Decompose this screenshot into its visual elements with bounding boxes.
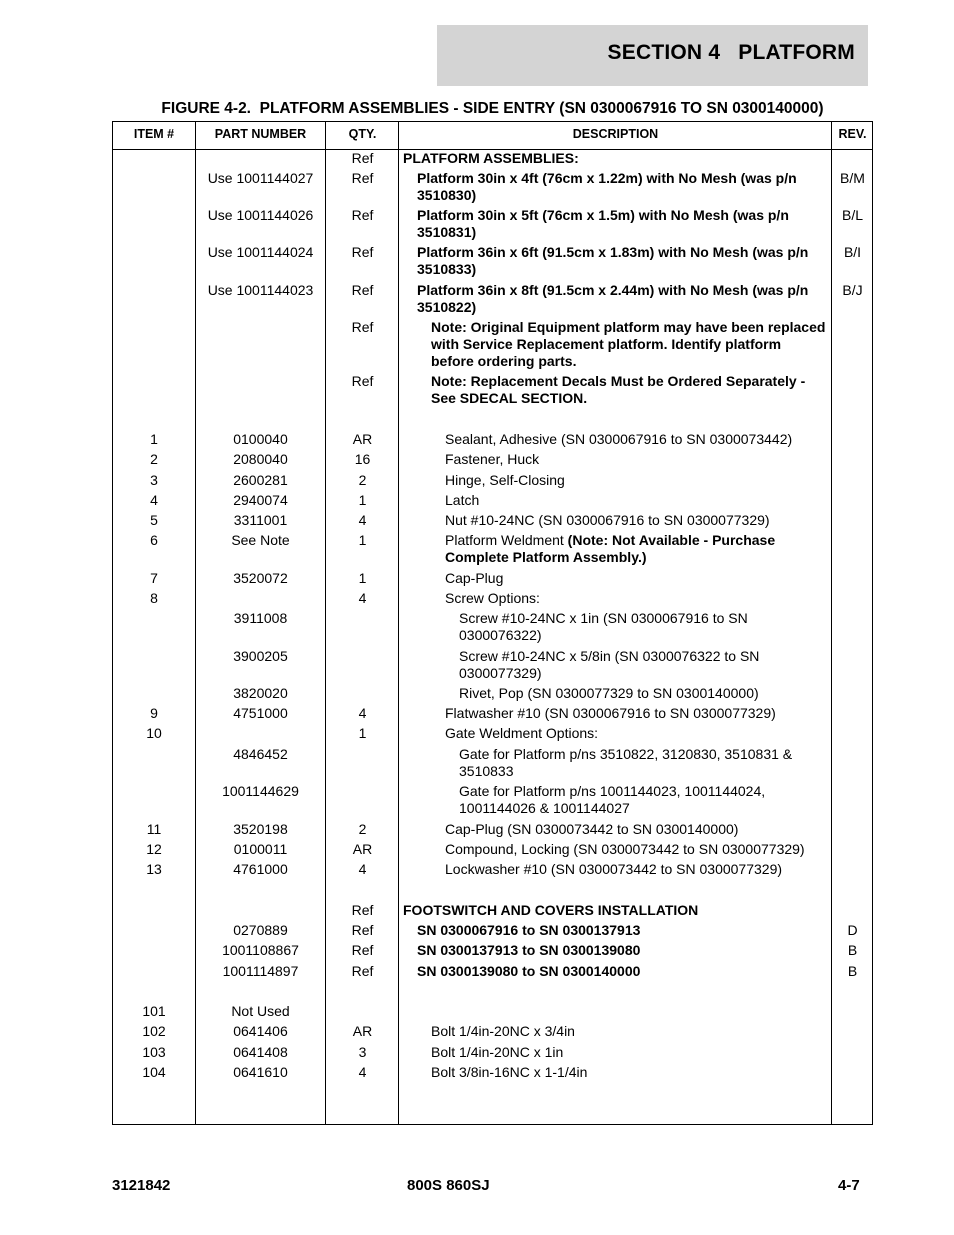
- item-number-cell: 8: [150, 590, 158, 606]
- part-number-cell: 0270889: [233, 922, 288, 938]
- description-cell: [445, 492, 826, 509]
- part-number-cell: 2940074: [233, 492, 288, 508]
- part-number-cell: 0641406: [233, 1023, 288, 1039]
- rev-cell: B/I: [843, 244, 862, 260]
- description-cell: [431, 1064, 826, 1081]
- qty-cell: 4: [358, 512, 367, 528]
- part-number-cell: 3520072: [233, 570, 288, 586]
- description-text: Cap-Plug (SN 0300073442 to SN 0300140000): [445, 821, 739, 837]
- item-number-cell: 1: [150, 431, 158, 447]
- part-number-cell: 0100040: [233, 431, 288, 447]
- description-cell: [431, 1044, 826, 1061]
- part-number-cell: 3911008: [233, 610, 288, 626]
- section-banner: [437, 25, 868, 86]
- description-cell: [445, 841, 826, 858]
- part-number-cell: 2080040: [233, 451, 288, 467]
- part-number-cell: 1001114897: [222, 963, 299, 979]
- description-cell: [445, 431, 826, 448]
- footer-model: 800S 860SJ: [407, 1177, 490, 1194]
- item-number-cell: 101: [142, 1003, 166, 1019]
- description-cell: [445, 725, 826, 742]
- description-cell: [417, 282, 826, 316]
- qty-cell: Ref: [351, 244, 374, 260]
- rev-cell: B: [847, 942, 858, 958]
- description-cell: [431, 373, 826, 407]
- item-number-cell: 13: [146, 861, 162, 877]
- description-text: Screw #10-24NC x 5/8in (SN 0300076322 to SN 0300077329): [459, 648, 760, 681]
- description-text: Platform 36in x 8ft (91.5cm x 2.44m) with No Mesh (was p/n 3510822): [417, 282, 809, 315]
- item-number-cell: 11: [146, 821, 162, 837]
- description-text: Lockwasher #10 (SN 0300073442 to SN 0300077329): [445, 861, 783, 877]
- parts-table: [112, 121, 873, 1125]
- description-text: Cap-Plug: [445, 570, 504, 586]
- description-text: Note: Original Equipment platform may have been replaced with Service Replacement platform. Identify platform before ordering parts.: [431, 319, 826, 369]
- qty-cell: Ref: [351, 319, 374, 335]
- qty-cell: Ref: [351, 150, 374, 166]
- description-cell: [417, 170, 826, 204]
- description-text: Nut #10-24NC (SN 0300067916 to SN 0300077329): [445, 512, 770, 528]
- description-text: Platform 30in x 4ft (76cm x 1.22m) with No Mesh (was p/n 3510830): [417, 170, 797, 203]
- qty-cell: Ref: [351, 170, 374, 186]
- description-text: Gate for Platform p/ns 1001144023, 1001144024, 1001144026 & 1001144027: [459, 783, 766, 816]
- description-cell: [445, 705, 826, 722]
- description-cell: [417, 244, 826, 278]
- description-cell: [431, 1023, 826, 1040]
- part-number-cell: 3520198: [233, 821, 288, 837]
- column-header-rev: REV.: [838, 127, 867, 141]
- qty-cell: AR: [352, 1023, 373, 1039]
- description-text: Fastener, Huck: [445, 451, 540, 467]
- description-text: Note: Replacement Decals Must be Ordered Separately - See SDECAL SECTION.: [431, 373, 806, 406]
- rev-cell: B: [847, 963, 858, 979]
- section-title: SECTION 4 PLATFORM: [607, 41, 855, 64]
- item-number-cell: 5: [150, 512, 158, 528]
- column-header-part-number: PART NUMBER: [214, 127, 307, 141]
- qty-cell: Ref: [351, 902, 374, 918]
- part-number-cell: 0100011: [233, 841, 288, 857]
- item-number-cell: 102: [142, 1023, 166, 1039]
- item-number-cell: 2: [150, 451, 158, 467]
- description-text: Platform 30in x 5ft (76cm x 1.5m) with No Mesh (was p/n 3510831): [417, 207, 789, 240]
- description-cell: [445, 532, 826, 566]
- description-cell: [417, 942, 826, 959]
- part-number-cell: 4761000: [233, 861, 288, 877]
- rev-cell: D: [847, 922, 858, 938]
- column-header-qty: QTY.: [348, 127, 377, 141]
- column-header-item: ITEM #: [133, 127, 175, 141]
- column-header-description: DESCRIPTION: [572, 127, 659, 141]
- description-text: Bolt 1/4in-20NC x 1in: [431, 1044, 564, 1060]
- description-cell: [403, 902, 826, 919]
- description-text: Gate for Platform p/ns 3510822, 3120830, 3510831 & 3510833: [459, 746, 793, 779]
- description-cell: [445, 451, 826, 468]
- item-number-cell: 4: [150, 492, 158, 508]
- part-number-cell: 0641408: [233, 1044, 288, 1060]
- qty-cell: 1: [358, 532, 367, 548]
- part-number-cell: See Note: [231, 532, 290, 548]
- description-text: Bolt 3/8in-16NC x 1-1/4in: [431, 1064, 588, 1080]
- part-number-cell: 4751000: [233, 705, 288, 721]
- part-number-cell: 3820020: [233, 685, 288, 701]
- description-cell: [445, 821, 826, 838]
- footer-page-number: 4-7: [838, 1177, 860, 1194]
- description-text: Latch: [445, 492, 480, 508]
- item-number-cell: 103: [142, 1044, 166, 1060]
- description-cell: [459, 783, 826, 817]
- qty-cell: 4: [358, 1064, 367, 1080]
- figure-title: FIGURE 4-2. PLATFORM ASSEMBLIES - SIDE ENTRY (SN 0300067916 TO SN 0300140000): [161, 100, 824, 117]
- description-cell: [403, 150, 826, 167]
- description-cell: [417, 207, 826, 241]
- qty-cell: 16: [354, 451, 371, 467]
- part-number-cell: Use 1001144027: [207, 170, 314, 186]
- description-cell: [445, 861, 826, 878]
- description-text: SN 0300067916 to SN 0300137913: [417, 922, 641, 938]
- item-number-cell: 104: [142, 1064, 166, 1080]
- description-cell: [459, 685, 826, 702]
- part-number-cell: 4846452: [233, 746, 288, 762]
- part-number-cell: Not Used: [231, 1003, 290, 1019]
- part-number-cell: 2600281: [233, 472, 288, 488]
- item-number-cell: 3: [150, 472, 158, 488]
- description-text: Rivet, Pop (SN 0300077329 to SN 0300140000): [459, 685, 759, 701]
- description-text: SN 0300139080 to SN 0300140000: [417, 963, 641, 979]
- description-cell: [445, 590, 826, 607]
- qty-cell: 2: [358, 821, 367, 837]
- qty-cell: Ref: [351, 922, 374, 938]
- description-cell: [431, 319, 826, 370]
- description-text: Sealant, Adhesive (SN 0300067916 to SN 0300073442): [445, 431, 793, 447]
- qty-cell: AR: [352, 841, 373, 857]
- qty-cell: 2: [358, 472, 367, 488]
- qty-cell: 1: [358, 725, 367, 741]
- qty-cell: 4: [358, 861, 367, 877]
- item-number-cell: 7: [150, 570, 158, 586]
- item-number-cell: 9: [150, 705, 158, 721]
- item-number-cell: 12: [146, 841, 162, 857]
- description-text: Screw Options:: [445, 590, 540, 606]
- description-text: Hinge, Self-Closing: [445, 472, 565, 488]
- item-number-cell: 10: [146, 725, 162, 741]
- rev-cell: B/J: [842, 282, 863, 298]
- description-text: PLATFORM ASSEMBLIES:: [403, 150, 579, 166]
- description-cell: [445, 570, 826, 587]
- qty-cell: Ref: [351, 282, 374, 298]
- qty-cell: Ref: [351, 207, 374, 223]
- qty-cell: 3: [358, 1044, 367, 1060]
- description-note: (Note: Not Available - Purchase Complete Platform Assembly.): [445, 532, 776, 565]
- description-text: Bolt 1/4in-20NC x 3/4in: [431, 1023, 575, 1039]
- table-header: [113, 122, 872, 150]
- item-number-cell: 6: [150, 532, 158, 548]
- description-cell: [417, 963, 826, 980]
- rev-cell: B/L: [841, 207, 863, 223]
- qty-cell: 4: [358, 590, 367, 606]
- description-text: Platform Weldment: [445, 532, 568, 548]
- description-cell: [445, 512, 826, 529]
- qty-cell: Ref: [351, 942, 374, 958]
- part-number-cell: 0641610: [233, 1064, 288, 1080]
- description-text: Flatwasher #10 (SN 0300067916 to SN 0300077329): [445, 705, 776, 721]
- qty-cell: 1: [358, 570, 367, 586]
- qty-cell: 1: [358, 492, 367, 508]
- description-cell: [417, 922, 826, 939]
- part-number-cell: 1001144629: [222, 783, 299, 799]
- description-text: Screw #10-24NC x 1in (SN 0300067916 to SN 0300076322): [459, 610, 748, 643]
- description-text: Compound, Locking (SN 0300073442 to SN 0300077329): [445, 841, 805, 857]
- part-number-cell: Use 1001144026: [207, 207, 314, 223]
- part-number-cell: 3900205: [233, 648, 288, 664]
- description-text: Platform 36in x 6ft (91.5cm x 1.83m) with No Mesh (was p/n 3510833): [417, 244, 809, 277]
- description-cell: [459, 610, 826, 644]
- qty-cell: Ref: [351, 373, 374, 389]
- description-text: SN 0300137913 to SN 0300139080: [417, 942, 641, 958]
- part-number-cell: Use 1001144024: [207, 244, 314, 260]
- footer-doc-number: 3121842: [112, 1177, 171, 1194]
- description-cell: [459, 746, 826, 780]
- description-cell: [445, 472, 826, 489]
- qty-cell: AR: [352, 431, 373, 447]
- part-number-cell: Use 1001144023: [207, 282, 314, 298]
- part-number-cell: 1001108867: [222, 942, 299, 958]
- rev-cell: B/M: [840, 170, 865, 186]
- qty-cell: 4: [358, 705, 367, 721]
- part-number-cell: 3311001: [233, 512, 288, 528]
- description-text: Gate Weldment Options:: [445, 725, 599, 741]
- description-cell: [459, 648, 826, 682]
- qty-cell: Ref: [351, 963, 374, 979]
- description-text: FOOTSWITCH AND COVERS INSTALLATION: [403, 902, 699, 918]
